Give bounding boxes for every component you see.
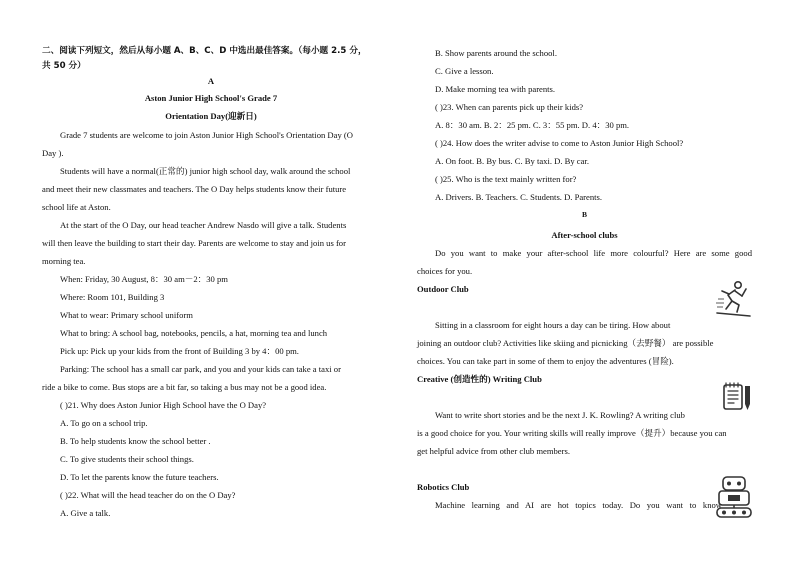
q21-option-d: D. To let the parents know the future teachers. <box>60 472 219 482</box>
section-header-line-1: 二、阅读下列短文，然后从每小题 A、B、C、D 中选出最佳答案。（每小题 2.5 分， <box>42 46 367 56</box>
info-where: Where: Room 101, Building 3 <box>60 292 165 302</box>
outdoor-line-2: joining an outdoor club? Activities like skiing and picnicking（去野餐） are possible <box>417 338 714 348</box>
intro-line-1: Do you want to make your after-school life more colourful? Here are some good <box>435 248 752 258</box>
passage-b-label: B <box>581 210 587 219</box>
q23-options: A. 8：30 am. B. 2：25 pm. C. 3：55 pm. D. 4：30 pm. <box>435 120 630 130</box>
question-25: ( )25. Who is the text mainly written for? <box>435 174 577 184</box>
passage-a-title-line-2: Orientation Day(迎新日) <box>165 111 257 121</box>
outdoor-line-1: Sitting in a classroom for eight hours a day can be tiring. How about <box>435 320 671 330</box>
p3-line-1: At the start of the O Day, our head teacher Andrew Nasdo will give a talk. Students <box>60 220 347 230</box>
robotics-club-heading: Robotics Club <box>417 482 470 492</box>
section-header-line-2: 共 50 分） <box>42 61 86 71</box>
q22-option-d: D. Make morning tea with parents. <box>435 84 556 94</box>
info-what-to-wear: What to wear: Primary school uniform <box>60 310 193 320</box>
p1-line-2: Day ). <box>42 148 64 158</box>
p1-line-1: Grade 7 students are welcome to join Aston Junior High School's Orientation Day (O <box>60 130 353 140</box>
question-23: ( )23. When can parents pick up their kids? <box>435 102 584 112</box>
q21-option-b: B. To help students know the school better . <box>60 436 211 446</box>
robot-icon <box>714 474 754 520</box>
p3-line-3: morning tea. <box>42 256 86 266</box>
question-21: ( )21. Why does Aston Junior High School have the O Day? <box>60 400 267 410</box>
notebook-pencil-icon <box>720 382 754 412</box>
info-what-to-bring: What to bring: A school bag, notebooks, pencils, a hat, morning tea and lunch <box>60 328 328 338</box>
skier-icon <box>712 279 754 321</box>
passage-a-title-line-1: Aston Junior High School's Grade 7 <box>144 93 278 103</box>
writing-line-1: Want to write short stories and be the next J. K. Rowling? A writing club <box>435 410 685 420</box>
question-24: ( )24. How does the writer advise to come to Aston Junior High School? <box>435 138 684 148</box>
q22-option-a: A. Give a talk. <box>60 508 111 518</box>
info-pick-up: Pick up: Pick up your kids from the front of Building 3 by 4：00 pm. <box>60 346 299 356</box>
outdoor-club-heading: Outdoor Club <box>417 284 469 294</box>
q22-option-b: B. Show parents around the school. <box>435 48 557 58</box>
outdoor-line-3: choices. You can take part in some of them to enjoy the adventures (冒险). <box>417 356 674 366</box>
q22-option-c: C. Give a lesson. <box>435 66 494 76</box>
writing-line-3: get helpful advice from other club members. <box>417 446 570 456</box>
info-parking-line-1: Parking: The school has a small car park, and you and your kids can take a taxi or <box>60 364 341 374</box>
writing-line-2: is a good choice for you. Your writing skills will really improve（提升）because you can <box>417 428 727 438</box>
writing-club-heading: Creative (创造性的) Writing Club <box>417 374 542 384</box>
p3-line-2: will then leave the building to start their day. Parents are welcome to stay and join us for <box>42 238 346 248</box>
info-parking-line-2: ride a bike to come. Bus stops are a bit far, so taking a bus may not be a good idea. <box>42 382 327 392</box>
robotics-line-1: Machine learning and AI are hot topics today. Do you want to know <box>435 500 722 510</box>
q21-option-c: C. To give students their school things. <box>60 454 194 464</box>
p2-line-1: Students will have a normal(正常的) junior high school day, walk around the school <box>60 166 351 176</box>
question-22: ( )22. What will the head teacher do on the O Day? <box>60 490 236 500</box>
p2-line-3: school life at Aston. <box>42 202 111 212</box>
q25-options: A. Drivers. B. Teachers. C. Students. D. Parents. <box>435 192 603 202</box>
passage-a-label: A <box>207 76 215 86</box>
passage-b-title: After-school clubs <box>551 230 618 240</box>
info-when: When: Friday, 30 August, 8：30 am－2：30 pm <box>60 274 228 284</box>
p2-line-2: and meet their new classmates and teachers. The O Day helps students know their future <box>42 184 347 194</box>
intro-line-2: choices for you. <box>417 266 473 276</box>
q21-option-a: A. To go on a school trip. <box>60 418 148 428</box>
q24-options: A. On foot. B. By bus. C. By taxi. D. By car. <box>435 156 589 166</box>
